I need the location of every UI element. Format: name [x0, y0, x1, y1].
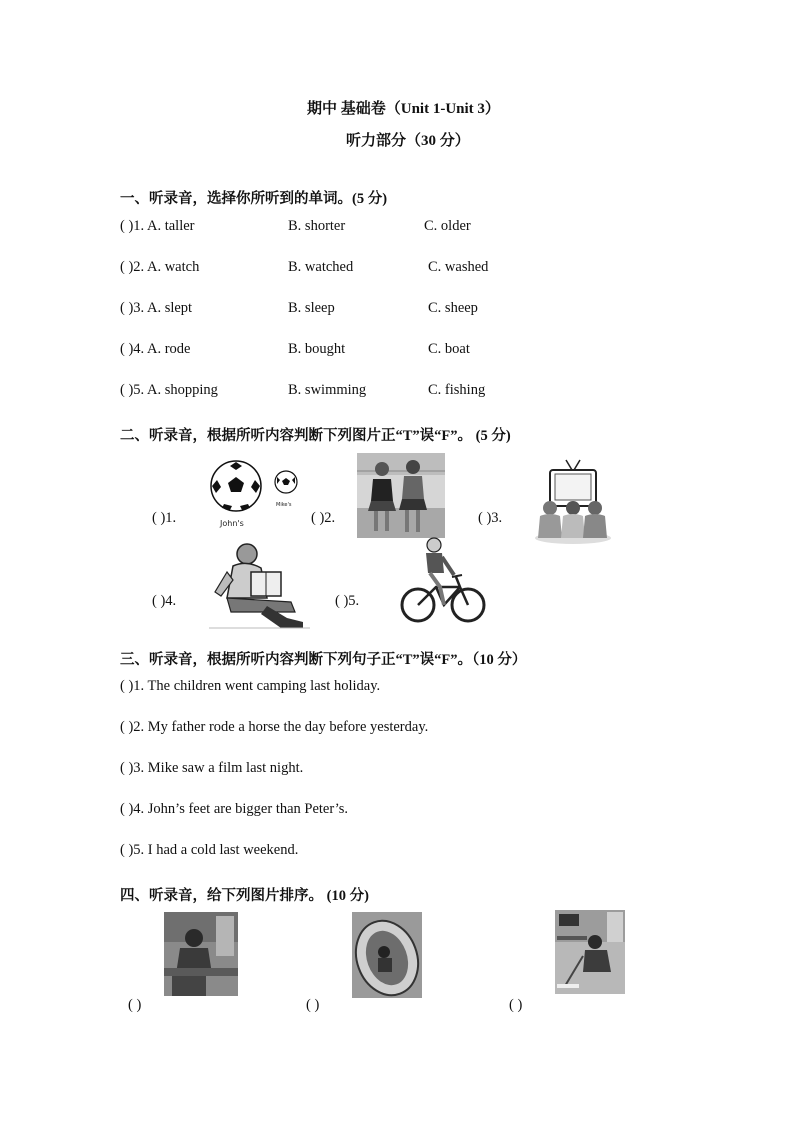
children-watching-tv-picture [532, 458, 614, 546]
two-girls-picture [357, 453, 445, 538]
section1-heading: 一、听录音，选择你所听到的单词。(5 分) [120, 191, 388, 207]
section4-heading: 四、听录音，给下列图片排序。 (10 分) [120, 888, 369, 904]
s1-q3-c: C. sheep [428, 300, 478, 316]
s4-label-1: ( ) [128, 997, 142, 1013]
s1-q2-c: C. washed [428, 259, 489, 275]
s3-q4: ( )4. John’s feet are bigger than Peter’s. [120, 801, 349, 817]
s2-label-2: ( )2. [311, 510, 336, 526]
woman-reading-picture [207, 542, 312, 630]
boy-riding-bike-picture [398, 537, 488, 625]
s1-q1-b: B. shorter [288, 218, 346, 234]
s3-q3: ( )3. Mike saw a film last night. [120, 760, 304, 776]
s1-q5-a: ( )5. A. shopping [120, 382, 218, 398]
boat-picture [352, 912, 422, 998]
s4-label-3: ( ) [509, 997, 523, 1013]
s1-q1-a: ( )1. A. taller [120, 218, 195, 234]
section2-heading: 二、听录音，根据所听内容判断下列图片正“T”误“F”。 (5 分) [120, 428, 511, 444]
s1-q3-b: B. sleep [288, 300, 335, 316]
s3-q1: ( )1. The children went camping last holiday. [120, 678, 381, 694]
s2-label-1: ( )1. [152, 510, 177, 526]
s4-label-2: ( ) [306, 997, 320, 1013]
s1-q3-a: ( )3. A. slept [120, 300, 193, 316]
s1-q5-c: C. fishing [428, 382, 486, 398]
s3-q5: ( )5. I had a cold last weekend. [120, 842, 299, 858]
mikes-caption: Mike's [276, 502, 292, 508]
s1-q1-c: C. older [424, 218, 471, 234]
section3-heading: 三、听录音，根据所听内容判断下列句子正“T”误“F”。（10 分） [120, 652, 527, 668]
boy-studying-picture [164, 912, 238, 996]
s1-q2-b: B. watched [288, 259, 354, 275]
boy-cleaning-picture [555, 910, 625, 994]
johns-caption: John's [220, 519, 244, 528]
s1-q2-a: ( )2. A. watch [120, 259, 200, 275]
s1-q4-c: C. boat [428, 341, 470, 357]
s2-label-5: ( )5. [335, 593, 360, 609]
s1-q4-a: ( )4. A. rode [120, 341, 191, 357]
page-subtitle: 听力部分（30 分） [346, 133, 470, 149]
s1-q4-b: B. bought [288, 341, 346, 357]
s3-q2: ( )2. My father rode a horse the day before yesterday. [120, 719, 429, 735]
s1-q5-b: B. swimming [288, 382, 367, 398]
soccer-balls-picture [210, 460, 305, 532]
s2-label-3: ( )3. [478, 510, 503, 526]
page-title: 期中 基础卷（Unit 1-Unit 3） [307, 101, 500, 117]
s2-label-4: ( )4. [152, 593, 177, 609]
